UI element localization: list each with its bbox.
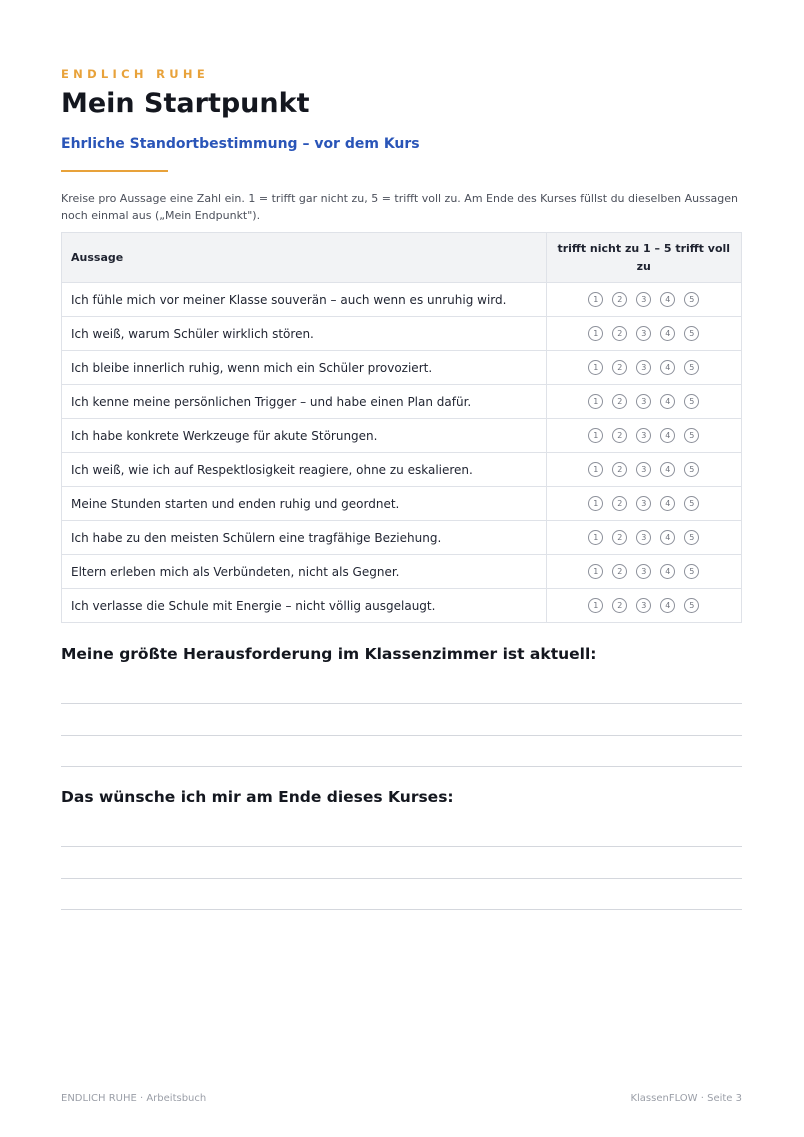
rating-option-circle[interactable]: 1 xyxy=(588,462,603,477)
table-row xyxy=(62,317,742,351)
rating-scale xyxy=(546,589,741,623)
rating-option-circle[interactable]: 3 xyxy=(636,564,651,579)
statement-cell: Ich habe zu den meisten Schülern eine tragfähige Beziehung. xyxy=(62,521,547,555)
statement-cell: Ich bleibe innerlich ruhig, wenn mich ein Schüler provoziert. xyxy=(62,351,547,385)
table-row xyxy=(62,385,742,419)
rating-option-circle[interactable]: 5 xyxy=(684,598,699,613)
rating-option-circle[interactable]: 3 xyxy=(636,462,651,477)
table-row xyxy=(62,487,742,521)
rating-option-circle[interactable]: 2 xyxy=(612,360,627,375)
rating-option-circle[interactable]: 2 xyxy=(612,530,627,545)
rating-option-circle[interactable]: 4 xyxy=(660,394,675,409)
statement-cell: Ich verlasse die Schule mit Energie – nicht völlig ausgelaugt. xyxy=(62,589,547,623)
page-title: Mein Startpunkt xyxy=(61,88,310,119)
wish-answer-line-1[interactable] xyxy=(61,846,742,847)
accent-divider xyxy=(61,170,168,172)
rating-option-circle[interactable]: 3 xyxy=(636,394,651,409)
rating-option-circle[interactable]: 4 xyxy=(660,598,675,613)
footer-left: ENDLICH RUHE · Arbeitsbuch xyxy=(61,1093,207,1104)
rating-option-circle[interactable]: 1 xyxy=(588,326,603,341)
rating-option-circle[interactable]: 5 xyxy=(684,428,699,443)
rating-option-circle[interactable]: 2 xyxy=(612,462,627,477)
table-row xyxy=(62,453,742,487)
rating-option-circle[interactable]: 2 xyxy=(612,326,627,341)
rating-option-circle[interactable]: 3 xyxy=(636,360,651,375)
statement-cell: Ich kenne meine persönlichen Trigger – und habe einen Plan dafür. xyxy=(62,385,547,419)
table-row xyxy=(62,419,742,453)
brand-eyebrow: ENDLICH RUHE xyxy=(61,67,209,81)
rating-option-circle[interactable]: 1 xyxy=(588,428,603,443)
challenge-heading: Meine größte Herausforderung im Klassenzimmer ist aktuell: xyxy=(61,645,597,663)
rating-option-circle[interactable]: 2 xyxy=(612,428,627,443)
rating-option-circle[interactable]: 1 xyxy=(588,564,603,579)
rating-option-circle[interactable]: 5 xyxy=(684,326,699,341)
statement-column-header: Aussage xyxy=(62,233,547,283)
challenge-answer-line-1[interactable] xyxy=(61,703,742,704)
rating-option-circle[interactable]: 5 xyxy=(684,292,699,307)
rating-option-circle[interactable]: 3 xyxy=(636,530,651,545)
rating-option-circle[interactable]: 4 xyxy=(660,428,675,443)
rating-option-circle[interactable]: 4 xyxy=(660,564,675,579)
rating-scale xyxy=(546,487,741,521)
rating-option-circle[interactable]: 1 xyxy=(588,496,603,511)
instructions-text: Kreise pro Aussage eine Zahl ein. 1 = trifft gar nicht zu, 5 = trifft voll zu. Am Ende des Kurses füllst du dieselben Aussagen noch einmal aus („Mein Endpunkt"). xyxy=(61,192,739,222)
rating-option-circle[interactable]: 2 xyxy=(612,598,627,613)
rating-option-circle[interactable]: 2 xyxy=(612,564,627,579)
table-row xyxy=(62,283,742,317)
rating-option-circle[interactable]: 3 xyxy=(636,428,651,443)
wish-answer-line-3[interactable] xyxy=(61,909,742,910)
rating-option-circle[interactable]: 2 xyxy=(612,496,627,511)
rating-option-circle[interactable]: 5 xyxy=(684,530,699,545)
rating-option-circle[interactable]: 4 xyxy=(660,326,675,341)
rating-option-circle[interactable]: 5 xyxy=(684,394,699,409)
self-assessment-table xyxy=(61,232,742,623)
table-row xyxy=(62,589,742,623)
table-header-row xyxy=(62,233,742,283)
rating-rows xyxy=(62,283,742,623)
rating-option-circle[interactable]: 5 xyxy=(684,496,699,511)
challenge-answer-line-3[interactable] xyxy=(61,766,742,767)
rating-option-circle[interactable]: 1 xyxy=(588,360,603,375)
wish-answer-line-2[interactable] xyxy=(61,878,742,879)
rating-option-circle[interactable]: 5 xyxy=(684,462,699,477)
rating-option-circle[interactable]: 3 xyxy=(636,598,651,613)
rating-option-circle[interactable]: 1 xyxy=(588,394,603,409)
rating-scale xyxy=(546,351,741,385)
rating-scale xyxy=(546,385,741,419)
rating-option-circle[interactable]: 1 xyxy=(588,530,603,545)
rating-option-circle[interactable]: 1 xyxy=(588,292,603,307)
rating-option-circle[interactable]: 3 xyxy=(636,496,651,511)
table-row xyxy=(62,351,742,385)
rating-scale xyxy=(546,419,741,453)
statement-cell: Ich habe konkrete Werkzeuge für akute Störungen. xyxy=(62,419,547,453)
rating-option-circle[interactable]: 3 xyxy=(636,292,651,307)
page-subtitle: Ehrliche Standortbestimmung – vor dem Kurs xyxy=(61,136,420,152)
rating-scale xyxy=(546,555,741,589)
table-row xyxy=(62,555,742,589)
scale-column-header: trifft nicht zu 1 – 5 trifft voll zu xyxy=(546,233,741,283)
rating-option-circle[interactable]: 4 xyxy=(660,360,675,375)
wish-heading: Das wünsche ich mir am Ende dieses Kurses: xyxy=(61,788,454,806)
statement-cell: Eltern erleben mich als Verbündeten, nicht als Gegner. xyxy=(62,555,547,589)
statement-cell: Ich weiß, wie ich auf Respektlosigkeit reagiere, ohne zu eskalieren. xyxy=(62,453,547,487)
rating-option-circle[interactable]: 2 xyxy=(612,292,627,307)
rating-scale xyxy=(546,521,741,555)
statement-cell: Ich fühle mich vor meiner Klasse souverän – auch wenn es unruhig wird. xyxy=(62,283,547,317)
statement-cell: Ich weiß, warum Schüler wirklich stören. xyxy=(62,317,547,351)
rating-option-circle[interactable]: 4 xyxy=(660,496,675,511)
rating-option-circle[interactable]: 4 xyxy=(660,462,675,477)
rating-option-circle[interactable]: 5 xyxy=(684,564,699,579)
rating-scale xyxy=(546,317,741,351)
rating-scale xyxy=(546,453,741,487)
rating-scale xyxy=(546,283,741,317)
rating-option-circle[interactable]: 5 xyxy=(684,360,699,375)
challenge-answer-line-2[interactable] xyxy=(61,735,742,736)
table-row xyxy=(62,521,742,555)
rating-option-circle[interactable]: 2 xyxy=(612,394,627,409)
rating-option-circle[interactable]: 4 xyxy=(660,530,675,545)
rating-option-circle[interactable]: 3 xyxy=(636,326,651,341)
rating-option-circle[interactable]: 4 xyxy=(660,292,675,307)
rating-option-circle[interactable]: 1 xyxy=(588,598,603,613)
footer-right: KlassenFLOW · Seite 3 xyxy=(630,1093,742,1104)
statement-cell: Meine Stunden starten und enden ruhig und geordnet. xyxy=(62,487,547,521)
